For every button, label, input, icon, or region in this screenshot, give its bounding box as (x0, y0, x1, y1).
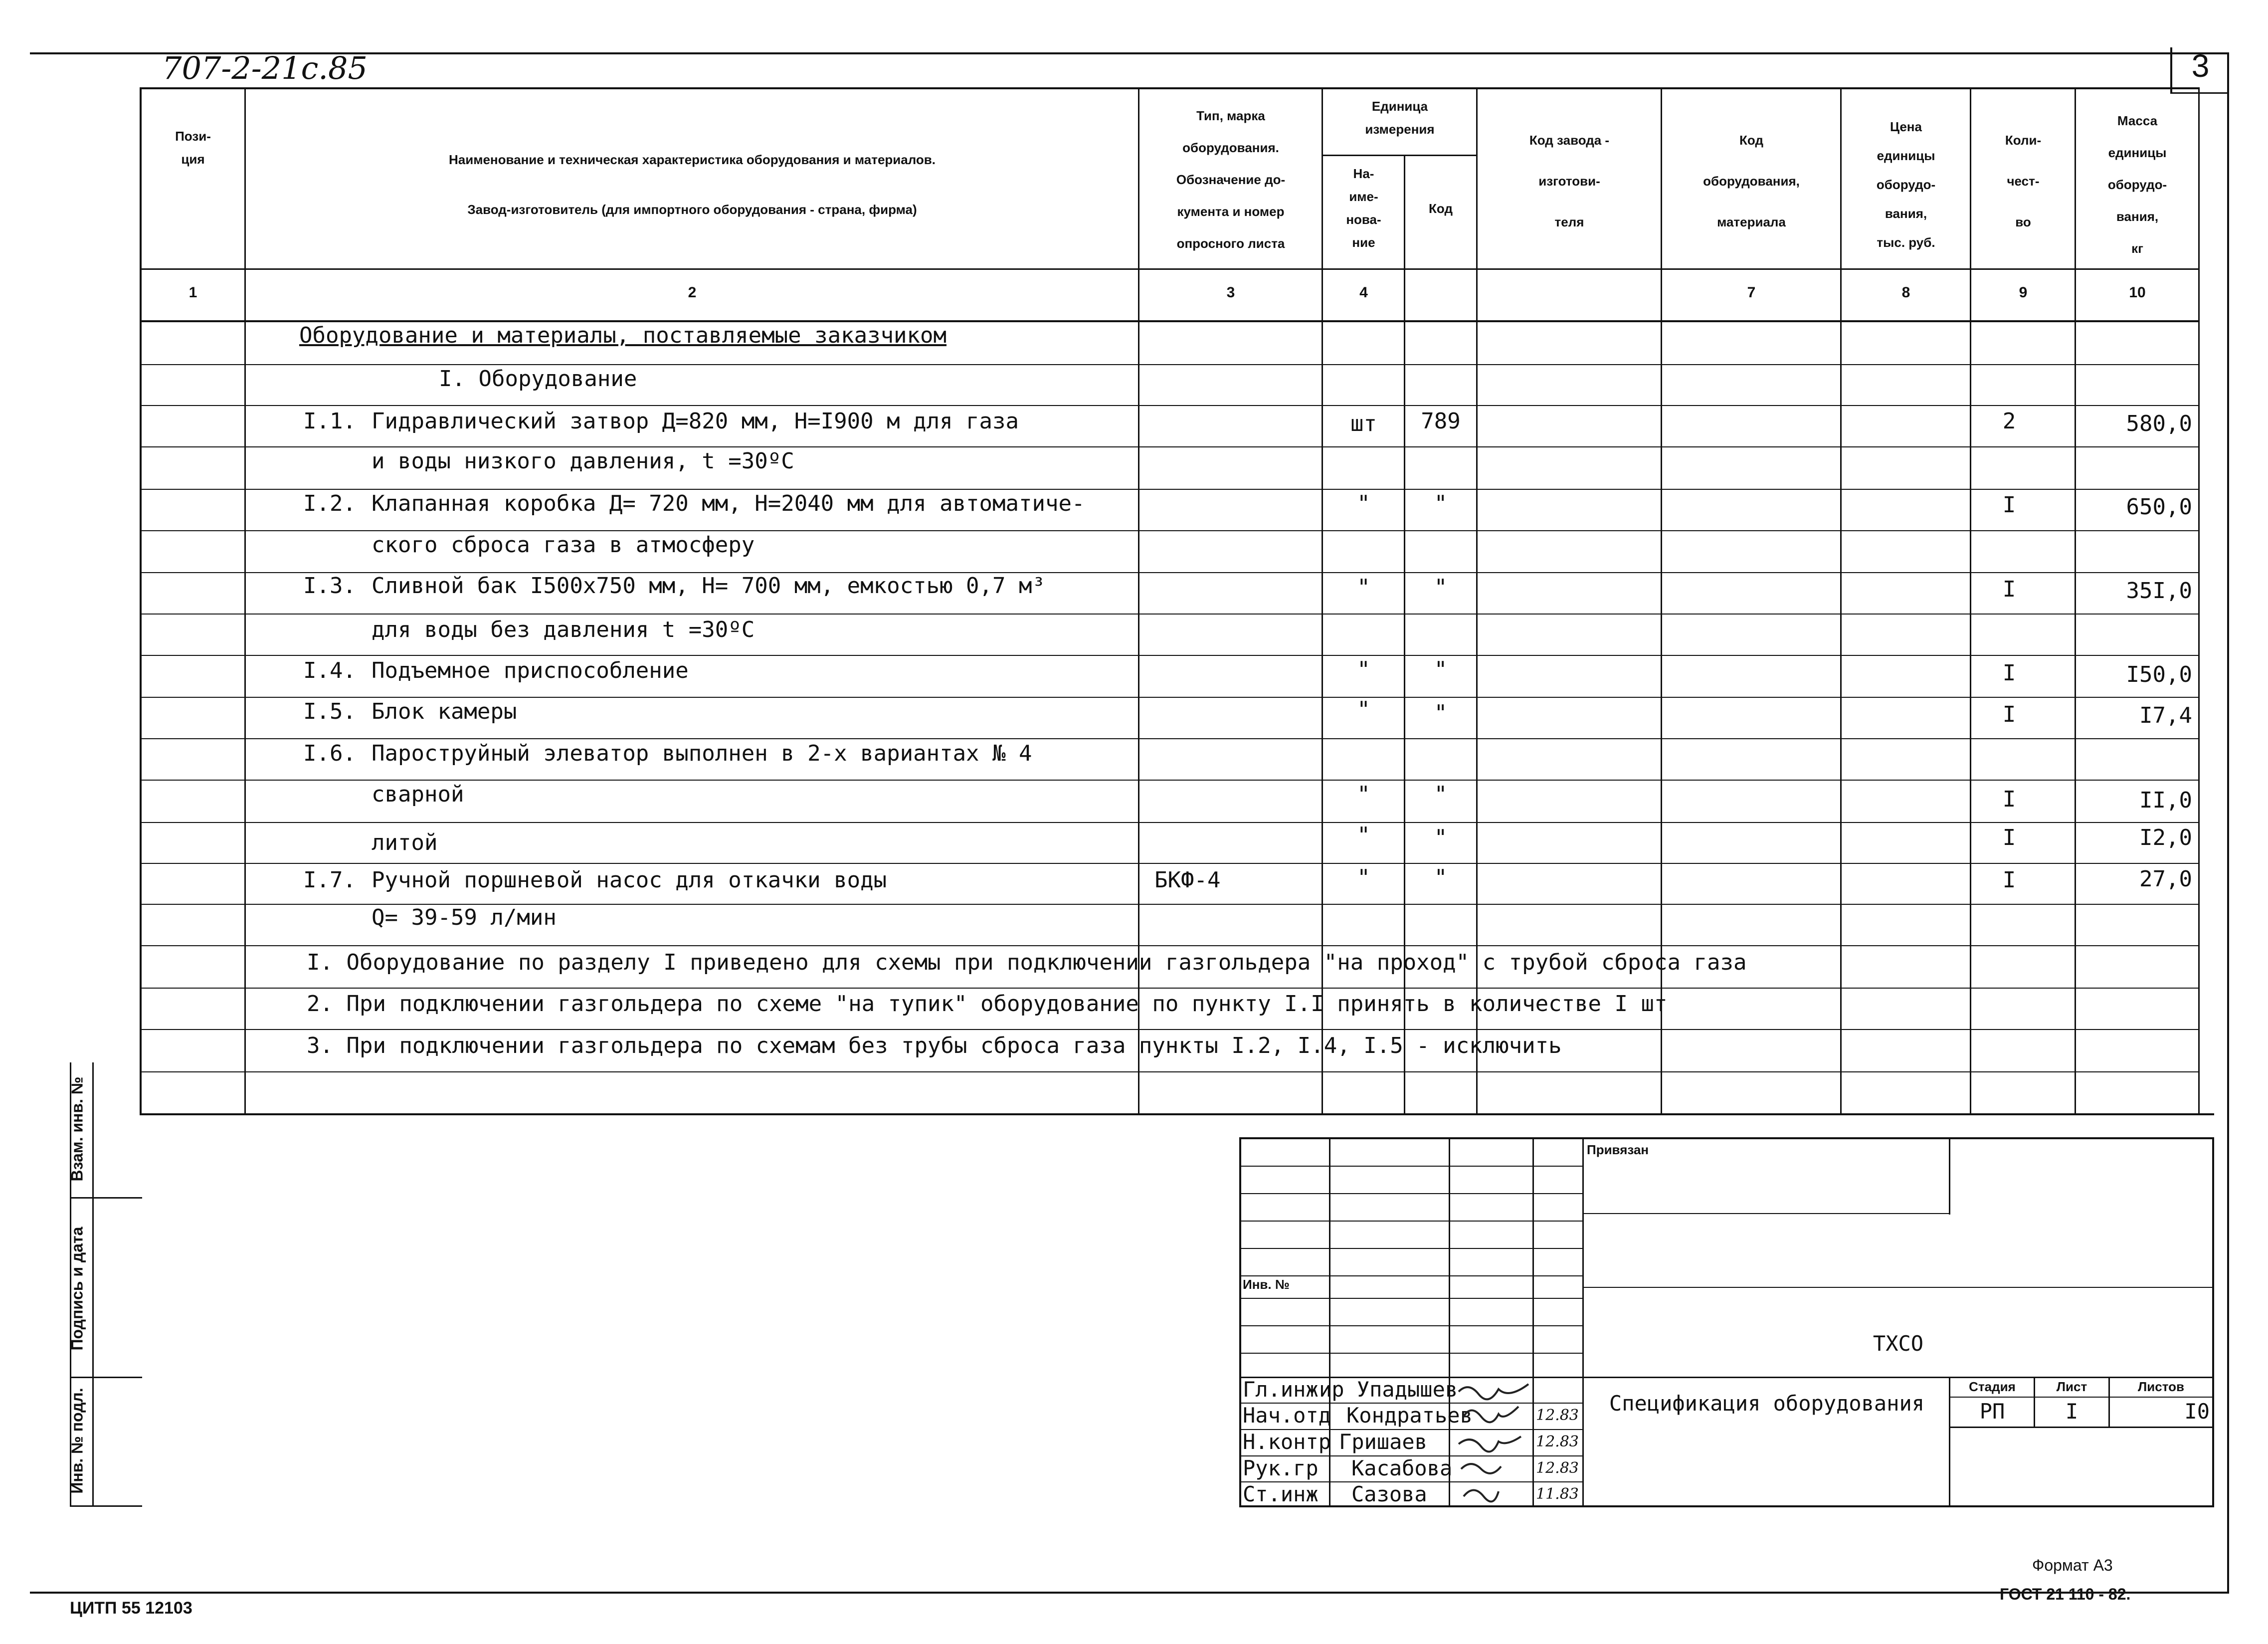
hdr-unit-code: Код (1429, 201, 1453, 216)
tb-sheet-label: Лист (2056, 1379, 2087, 1394)
tb-line (1949, 1427, 2213, 1428)
unit-group-line (1322, 155, 1477, 156)
tb-date: 11.83 (1536, 1485, 1579, 1503)
tb-person: Касабова (1351, 1456, 1453, 1480)
item-code: " (1434, 825, 1448, 850)
item-code: " (1434, 782, 1448, 807)
item-desc: для воды без давления t =30ºС (372, 617, 755, 642)
section-title: Оборудование и материалы, поставляемые заказчиком (299, 323, 947, 348)
table-bottom (140, 1113, 2214, 1115)
item-mass: 650,0 (2126, 494, 2192, 520)
tb-sheets: I0 (2184, 1399, 2210, 1424)
side-stamp-sign-date: Подпись и дата (68, 1227, 86, 1351)
item-mass: 35I,0 (2126, 578, 2192, 604)
hdr-plant-code: Код завода - изготови- теля (1529, 133, 1610, 229)
row-line (140, 1071, 2198, 1072)
item-number: I.4. (303, 658, 356, 683)
tb-line (1239, 1193, 1583, 1194)
tb-line (1239, 1275, 1583, 1276)
sheet-box-left (2170, 47, 2172, 92)
tb-line (1239, 1221, 1583, 1222)
row-line (140, 1029, 2198, 1030)
tb-role: Гл.инж (1243, 1377, 1319, 1402)
tb-date: 12.83 (1536, 1459, 1579, 1477)
table-left (140, 87, 142, 1115)
note-1: I. Оборудование по разделу I приведено для схемы при подключении газгольдера "на проход" с трубой сброса газа (307, 950, 1747, 975)
signature-mark (1464, 1490, 1499, 1502)
tb-code: ТХСО (1873, 1331, 1924, 1356)
item-desc: Подъемное приспособление (372, 658, 689, 683)
item-unit: " (1357, 575, 1370, 600)
tb-line (1239, 1248, 1583, 1249)
tb-role: Н.контр (1243, 1430, 1331, 1454)
table-header-bottom (140, 268, 2198, 270)
hdr-quantity: Коли- чест- во (2005, 133, 2042, 229)
item-unit: " (1357, 865, 1370, 890)
tb-inv-no: Инв. № (1243, 1277, 1290, 1292)
row-line (140, 780, 2198, 781)
item-unit: шт (1350, 411, 1377, 436)
row-line (140, 988, 2198, 989)
colnum-9: 9 (2019, 284, 2028, 301)
tb-line (1239, 1325, 1583, 1326)
item-desc: Гидравлический затвор Д=820 мм, Н=I900 м для газа (372, 409, 1019, 434)
hdr-equipment-code: Код оборудования, материала (1703, 133, 1800, 229)
row-line (140, 405, 2198, 406)
item-desc: ского сброса газа в атмосферу (372, 532, 755, 558)
item-desc: Клапанная коробка Д= 720 мм, Н=2040 мм для автоматиче- (372, 491, 1085, 516)
item-mass: I2,0 (2139, 825, 2192, 850)
tb-line (1239, 1353, 1583, 1354)
item-unit: " (1357, 657, 1370, 682)
item-number: I.7. (303, 867, 356, 893)
item-number: I.3. (303, 573, 356, 599)
hdr-unit-name: На- име- нова- ние (1346, 166, 1381, 250)
item-code: " (1434, 865, 1448, 890)
tb-title: Спецификация оборудования (1609, 1391, 1925, 1416)
row-line (140, 822, 2198, 823)
item-number: I.1. (303, 409, 356, 434)
tb-line (1583, 1213, 1950, 1214)
item-qty: I (2002, 702, 2016, 727)
hdr-position: Пози- ция (175, 129, 211, 167)
colnum-7: 7 (1747, 284, 1756, 301)
signature-mark (1464, 1407, 1518, 1422)
hdr-name: Наименование и техническая характеристика оборудования и материалов. Завод-изготовитель (для импортного оборудования - страна, фирма) (448, 152, 936, 217)
item-code: " (1434, 657, 1448, 682)
row-line (140, 863, 2198, 864)
item-qty: I (2002, 787, 2016, 812)
hdr-price: Цена единицы оборудо- вания, тыс. руб. (1876, 119, 1936, 250)
tb-date: 12.83 (1536, 1433, 1579, 1450)
tb-sheet: I (2065, 1399, 2079, 1424)
item-unit: " (1357, 822, 1370, 848)
tb-person: Сазова (1351, 1482, 1427, 1506)
row-line (140, 489, 2198, 490)
item-qty: I (2002, 825, 2016, 850)
tb-role: Нач.отд (1243, 1403, 1331, 1428)
tb-line (1949, 1377, 1950, 1506)
colnum-4: 4 (1359, 284, 1368, 301)
row-line (140, 530, 2198, 531)
sheet-box-bottom (2170, 92, 2229, 94)
item-mass: II,0 (2139, 788, 2192, 813)
tb-person: ир Упадышев (1319, 1377, 1458, 1402)
item-mass: I50,0 (2126, 662, 2192, 687)
tb-line (1239, 1137, 2214, 1139)
tb-line (1949, 1397, 2213, 1398)
tb-person: Кондратьев (1346, 1403, 1473, 1428)
item-number: I.6. (303, 741, 356, 766)
col-line-10 (2198, 87, 2200, 1115)
row-line (140, 614, 2198, 615)
item-mark: БКФ-4 (1154, 867, 1221, 893)
colnum-10: 10 (2129, 284, 2146, 301)
col-line-9 (2075, 87, 2076, 1115)
table-top (140, 87, 2198, 89)
hdr-unit-group: Единица измерения (1365, 99, 1435, 137)
signature-marks (1449, 1377, 1583, 1506)
row-line (140, 655, 2198, 656)
hdr-mass: Масса единицы оборудо- вания, кг (2107, 113, 2167, 256)
row-line (140, 446, 2198, 447)
item-mass: I7,4 (2139, 703, 2192, 728)
footer-gost: ГОСТ 21 110 - 82. (2000, 1585, 2131, 1603)
row-line (140, 364, 2198, 365)
tb-sheets-label: Листов (2138, 1379, 2184, 1394)
item-code: 789 (1421, 409, 1461, 434)
doc-code: 707-2-21с.85 (162, 50, 368, 86)
item-desc: Q= 39-59 л/мин (372, 905, 557, 930)
item-code: " (1434, 575, 1448, 600)
hdr-type: Тип, марка оборудования. Обозначение до- кумента и номер опросного листа (1176, 108, 1286, 251)
tb-role: Рук.гр (1243, 1456, 1319, 1480)
item-desc: Сливной бак I500х750 мм, Н= 700 мм, емкостью 0,7 м³ (372, 573, 1046, 599)
row-line (140, 697, 2198, 698)
item-desc: Блок камеры (372, 699, 517, 724)
tb-person: Гришаев (1339, 1430, 1428, 1454)
colnum-3: 3 (1226, 284, 1235, 301)
colnum-8: 8 (1901, 284, 1910, 301)
tb-role: Ст.инж (1243, 1482, 1319, 1506)
item-desc: Ручной поршневой насос для откачки воды (372, 867, 887, 893)
tb-stage-label: Стадия (1969, 1379, 2016, 1394)
footer-left: ЦИТП 55 12103 (70, 1599, 192, 1618)
item-desc: литой (372, 830, 438, 855)
subsection-title: I. Оборудование (439, 366, 637, 392)
table-colnum-bottom (140, 320, 2198, 322)
note-2: 2. При подключении газгольдера по схеме "на тупик" оборудование по пункту I.I принять в количестве I шт (307, 991, 1668, 1017)
note-3: 3. При подключении газгольдера по схемам без трубы сброса газа пункты I.2, I.4, I.5 - исключить (307, 1033, 1562, 1058)
tb-stage: РП (1979, 1399, 2005, 1424)
item-qty: I (2002, 492, 2016, 518)
footer-format: Формат А3 (2032, 1556, 2113, 1574)
tb-line (1583, 1287, 2213, 1288)
item-qty: I (2002, 660, 2016, 686)
item-code: " (1434, 491, 1448, 516)
frame-bottom (30, 1592, 2229, 1594)
item-qty: 2 (2002, 409, 2016, 434)
item-mass: 580,0 (2126, 411, 2192, 436)
tb-line (1239, 1298, 1583, 1299)
signature-mark (1459, 1437, 1521, 1451)
col-line-1 (244, 87, 246, 1115)
tb-date: 12.83 (1536, 1407, 1579, 1424)
tb-line (1239, 1166, 1583, 1167)
sheet-number: 3 (2191, 48, 2210, 84)
item-number: I.5. (303, 699, 356, 724)
frame-right (2227, 52, 2229, 1594)
tb-line (2212, 1137, 2214, 1507)
signature-mark (1459, 1384, 1528, 1399)
item-unit: " (1357, 697, 1370, 722)
item-mass: 27,0 (2139, 866, 2192, 892)
item-qty: I (2002, 577, 2016, 602)
col-line-8 (1970, 87, 1971, 1115)
item-unit: " (1357, 491, 1370, 516)
tb-line (1949, 1137, 1950, 1215)
item-number: I.2. (303, 491, 356, 516)
side-stamp-line (92, 1062, 94, 1506)
signature-mark (1461, 1464, 1501, 1473)
row-line (140, 945, 2198, 946)
item-desc: сварной (372, 782, 464, 807)
item-qty: I (2002, 867, 2016, 893)
side-stamp-replace: Взам. инв. № (68, 1076, 86, 1182)
side-stamp-inv: Инв. № подл. (68, 1388, 86, 1494)
col-line-7 (1840, 87, 1842, 1115)
item-desc: Пароструйный элеватор выполнен в 2-х вариантах № 4 (372, 741, 1032, 766)
colnum-1: 1 (189, 284, 197, 301)
row-line (140, 738, 2198, 739)
item-code: " (1434, 700, 1448, 726)
tb-privyazan: Привязан (1587, 1142, 1649, 1157)
tb-line (1239, 1137, 1241, 1506)
colnum-2: 2 (688, 284, 697, 301)
item-unit: " (1357, 782, 1370, 807)
item-desc: и воды низкого давления, t =30ºС (372, 448, 794, 474)
